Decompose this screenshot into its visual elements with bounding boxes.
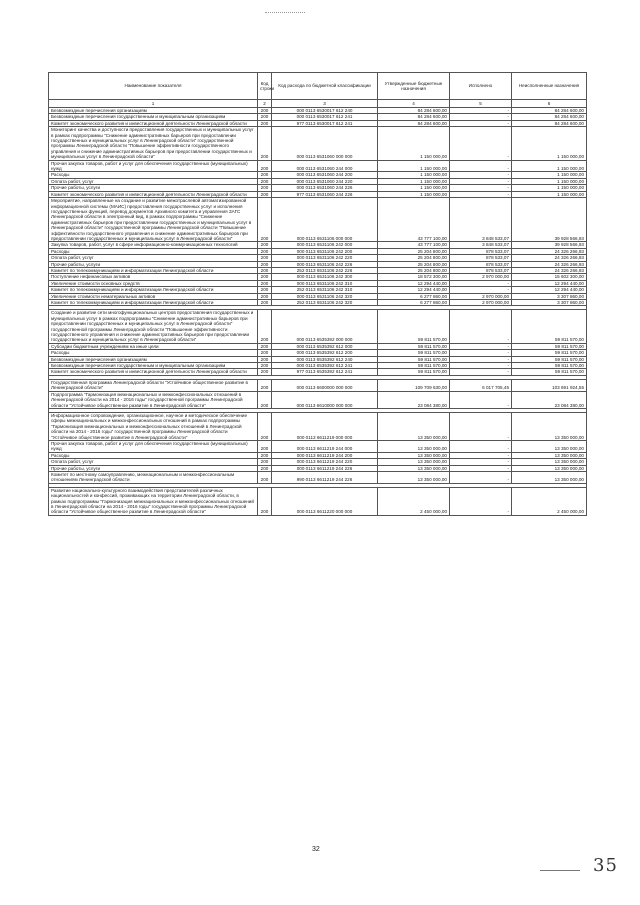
table-row <box>49 274 587 280</box>
row-budget-code: 000 0113 6531060 244 200 <box>272 172 378 178</box>
table-row <box>49 160 587 172</box>
row-approved: 59 811 570,00 <box>378 356 450 362</box>
row-approved: 13 350 000,00 <box>378 471 450 483</box>
row-approved: 13 350 000,00 <box>378 412 450 440</box>
row-approved: 12 294 440,00 <box>378 280 450 286</box>
row-budget-code: 000 0113 6610000 000 000 <box>272 391 378 408</box>
row-budget-code: 000 0113 6611219 000 000 <box>272 412 378 440</box>
row-remaining: 39 928 566,93 <box>512 198 587 242</box>
row-name: Расходы <box>49 452 258 458</box>
row-executed: 878 533,07 <box>450 248 512 254</box>
budget-execution-table <box>48 72 587 516</box>
row-line-code: 200 <box>258 178 272 184</box>
row-remaining: 84 284 600,00 <box>512 114 587 120</box>
row-remaining: 15 602 300,00 <box>512 274 587 280</box>
column-number-row <box>49 100 587 108</box>
row-line-code: 200 <box>258 198 272 242</box>
row-name: Комитет по местному самоуправлению, межнациональным и межконфессиональным отношениям Ленинградской области <box>49 471 258 483</box>
row-line-code: 200 <box>258 108 272 114</box>
table-row <box>49 310 587 343</box>
row-approved: 6 277 860,00 <box>378 293 450 299</box>
row-name: Закупка товаров, работ, услуг в сфере информационно-коммуникационных технологий <box>49 242 258 248</box>
row-budget-code: 000 0113 6531060 244 226 <box>272 185 378 191</box>
row-name: Безвозмездные перечисления государственным и муниципальным организациям <box>49 114 258 120</box>
row-approved: 43 777 100,00 <box>378 198 450 242</box>
row-executed: 3 848 533,07 <box>450 198 512 242</box>
row-approved: 1 150 000,00 <box>378 178 450 184</box>
row-approved: 59 811 570,00 <box>378 369 450 375</box>
row-remaining: 3 307 860,00 <box>512 300 587 306</box>
row-executed: - <box>450 350 512 356</box>
table-body <box>49 108 587 516</box>
row-line-code: 200 <box>258 459 272 465</box>
row-remaining: 59 811 570,00 <box>512 310 587 343</box>
row-executed: - <box>450 412 512 440</box>
row-line-code: 200 <box>258 452 272 458</box>
row-name: Прочие работы, услуги <box>49 465 258 471</box>
row-executed: - <box>450 120 512 126</box>
row-name: Безвозмездные перечисления организациям <box>49 356 258 362</box>
row-name: Комитет экономического развития и инвестиционной деятельности Ленинградской области <box>49 120 258 126</box>
row-budget-code: 252 0113 6531106 242 226 <box>272 267 378 273</box>
row-budget-code: 000 0113 6535392 612 241 <box>272 363 378 369</box>
column-number: 6 <box>512 100 587 108</box>
row-line-code: 200 <box>258 300 272 306</box>
header-executed: Исполнено <box>450 73 512 100</box>
row-name: Поступление нефинансовых активов <box>49 274 258 280</box>
row-approved: 12 294 440,00 <box>378 287 450 293</box>
row-line-code: 200 <box>258 185 272 191</box>
row-budget-code: 000 0113 6611219 244 220 <box>272 459 378 465</box>
row-approved: 13 350 000,00 <box>378 459 450 465</box>
table-row <box>49 412 587 440</box>
row-line-code: 200 <box>258 391 272 408</box>
row-line-code: 200 <box>258 160 272 172</box>
row-line-code: 200 <box>258 440 272 452</box>
row-line-code: 200 <box>258 287 272 293</box>
row-executed: - <box>450 172 512 178</box>
row-line-code: 200 <box>258 363 272 369</box>
row-name: Безвозмездные перечисления организациям <box>49 108 258 114</box>
row-approved: 109 709 630,00 <box>378 379 450 391</box>
row-budget-code: 000 0113 6531106 242 300 <box>272 274 378 280</box>
row-name: Оплата работ, услуг <box>49 255 258 261</box>
row-remaining: 3 307 860,00 <box>512 293 587 299</box>
row-budget-code: 000 0113 6535392 612 200 <box>272 350 378 356</box>
row-remaining: 1 150 000,00 <box>512 178 587 184</box>
row-approved: 1 150 000,00 <box>378 172 450 178</box>
row-name: Подпрограмма "Гармонизация межнациональных и межконфессиональных отношений в Ленинградской области на 2014 - 2016 годы" государственной программы Ленинградской области "Устойчивое общественное развитие в Ленинградской области" <box>49 391 258 408</box>
row-name: Государственная программа Ленинградской области "Устойчивое общественное развитие в Ленинградской области" <box>49 379 258 391</box>
row-remaining: 1 150 000,00 <box>512 160 587 172</box>
column-number: 1 <box>49 100 258 108</box>
row-approved: 84 284 600,00 <box>378 108 450 114</box>
row-budget-code: 000 0113 6531106 242 310 <box>272 280 378 286</box>
row-executed: - <box>450 391 512 408</box>
row-approved: 25 204 800,00 <box>378 261 450 267</box>
row-approved: 84 284 600,00 <box>378 120 450 126</box>
row-executed: - <box>450 440 512 452</box>
row-name: Комитет экономического развития и инвестиционной деятельности Ленинградской области <box>49 369 258 375</box>
row-executed: 878 533,07 <box>450 255 512 261</box>
row-remaining: 84 284 600,00 <box>512 120 587 126</box>
row-executed: - <box>450 487 512 515</box>
row-executed: - <box>450 369 512 375</box>
row-remaining: 1 150 000,00 <box>512 191 587 197</box>
row-remaining: 24 326 266,93 <box>512 261 587 267</box>
row-executed: 2 970 000,00 <box>450 274 512 280</box>
row-remaining: 59 811 570,00 <box>512 369 587 375</box>
row-executed: 3 848 533,07 <box>450 242 512 248</box>
row-executed: - <box>450 191 512 197</box>
row-name: Мероприятие, направленные на создание и развитие межотраслевой автоматизированной информационной системы (МАИС) предоставления государственных услуг и исполнения государственных функций, перевод документов Архивного комитета и управления ЗАГС Ленинградской области в электронный вид, в рамках подпрограммы "Снижение административных барьеров при предоставлении государственных и муниципальных услуг в Ленинградской области" государственной программы Ленинградской области "Повышение эффективности государственного управления и снижение административных барьеров при предоставлении государственных и муниципальных услуг в Ленинградской области" <box>49 198 258 242</box>
row-name: Оплата работ, услуг <box>49 178 258 184</box>
row-executed: - <box>450 114 512 120</box>
row-budget-code: 977 0113 6530017 612 241 <box>272 120 378 126</box>
row-budget-code: 000 0113 6535392 612 240 <box>272 356 378 362</box>
row-budget-code: 000 0113 6611220 000 000 <box>272 487 378 515</box>
row-budget-code: 252 0113 6531106 242 320 <box>272 300 378 306</box>
row-line-code: 200 <box>258 310 272 343</box>
row-approved: 59 811 570,00 <box>378 363 450 369</box>
row-approved: 1 150 000,00 <box>378 191 450 197</box>
row-executed: - <box>450 363 512 369</box>
row-line-code: 200 <box>258 350 272 356</box>
row-remaining: 1 150 000,00 <box>512 127 587 160</box>
row-line-code: 200 <box>258 412 272 440</box>
page-number: 32 <box>312 846 320 853</box>
row-remaining: 1 150 000,00 <box>512 185 587 191</box>
row-executed: - <box>450 343 512 349</box>
table-row <box>49 242 587 248</box>
table-header-row <box>49 73 587 100</box>
row-line-code: 200 <box>258 127 272 160</box>
row-name: Создание и развитие сети многофункциональных центров предоставления государственных и муниципальных услуг в рамках подпрограммы "Снижение административных барьеров при предоставлении государственных и муниципальных услуг в Ленинградской области" государственной программы Ленинградской области "Повышение эффективности государственного управления и снижение административных барьеров при предоставлении государственных и муниципальных услуг в Ленинградской области" <box>49 310 258 343</box>
row-budget-code: 000 0113 6600000 000 000 <box>272 379 378 391</box>
table-row <box>49 300 587 306</box>
row-approved: 25 204 800,00 <box>378 248 450 254</box>
row-executed: - <box>450 108 512 114</box>
row-remaining: 2 450 000,00 <box>512 487 587 515</box>
table-row <box>49 293 587 299</box>
row-executed: - <box>450 310 512 343</box>
row-executed: - <box>450 287 512 293</box>
table-row <box>49 198 587 242</box>
row-name: Оплата работ, услуг <box>49 459 258 465</box>
row-budget-code: 000 0113 6535392 000 000 <box>272 310 378 343</box>
row-executed: - <box>450 356 512 362</box>
row-name: Расходы <box>49 350 258 356</box>
row-name: Расходы <box>49 172 258 178</box>
header-approved: Утвержденные бюджетные назначения <box>378 73 450 100</box>
row-line-code: 200 <box>258 471 272 483</box>
row-executed: - <box>450 280 512 286</box>
row-name: Комитет экономического развития и инвестиционной деятельности Ленинградской области <box>49 191 258 197</box>
row-executed: - <box>450 459 512 465</box>
row-executed: - <box>450 185 512 191</box>
row-name: Развитие национально-культурного взаимодействия представителей различных национальностей и конфессий, проживающих на территории Ленинградской области, в рамках подпрограммы "Гармонизация межнациональных и межконфессиональных отношений в Ленинградской области на 2014 - 2016 годы" государственной программы Ленинградской области "Устойчивое общественное развитие в Ленинградской области" <box>49 487 258 515</box>
row-line-code: 200 <box>258 293 272 299</box>
row-name: Увеличение стоимости нематериальных активов <box>49 293 258 299</box>
row-budget-code: 000 0113 6531060 244 220 <box>272 178 378 184</box>
row-approved: 6 277 860,00 <box>378 300 450 306</box>
row-remaining: 84 284 600,00 <box>512 108 587 114</box>
row-executed: 2 970 000,00 <box>450 293 512 299</box>
row-executed: 878 533,07 <box>450 261 512 267</box>
row-remaining: 13 350 000,00 <box>512 459 587 465</box>
row-line-code: 200 <box>258 172 272 178</box>
row-executed: - <box>450 178 512 184</box>
row-remaining: 59 811 570,00 <box>512 363 587 369</box>
table-row <box>49 471 587 483</box>
row-name: Субсидии бюджетным учреждениям на иные цели <box>49 343 258 349</box>
row-remaining: 59 811 570,00 <box>512 343 587 349</box>
row-approved: 59 811 570,00 <box>378 343 450 349</box>
row-line-code: 200 <box>258 356 272 362</box>
row-name: Прочие работы, услуги <box>49 185 258 191</box>
column-number: 2 <box>258 100 272 108</box>
row-budget-code: 000 0113 6530017 612 241 <box>272 114 378 120</box>
row-line-code: 200 <box>258 280 272 286</box>
row-budget-code: 977 0113 6531060 244 226 <box>272 191 378 197</box>
column-number: 5 <box>450 100 512 108</box>
row-approved: 1 150 000,00 <box>378 160 450 172</box>
row-executed: - <box>450 452 512 458</box>
row-executed: 878 533,07 <box>450 267 512 273</box>
row-budget-code: 000 0113 6535392 612 000 <box>272 343 378 349</box>
row-remaining: 59 811 570,00 <box>512 350 587 356</box>
row-name: Комитет по телекоммуникациям и информатизации Ленинградской области <box>49 267 258 273</box>
row-budget-code: 000 0113 6611219 244 200 <box>272 452 378 458</box>
row-remaining: 1 150 000,00 <box>512 172 587 178</box>
table-row <box>49 440 587 452</box>
row-budget-code: 977 0113 6535392 612 241 <box>272 369 378 375</box>
row-name: Мониторинг качества и доступности предоставления государственных и муниципальных услуг в рамках подпрограммы "Снижение административных барьеров при предоставлении государственных и муниципальных услуг в Ленинградской области" государственной программы Ленинградской области "Повышение эффективности государственного управления и снижение административных барьеров при предоставлении государственных и муниципальных услуг в Ленинградской области" <box>49 127 258 160</box>
row-remaining: 24 326 266,93 <box>512 248 587 254</box>
row-line-code: 200 <box>258 255 272 261</box>
table-row <box>49 379 587 391</box>
row-budget-code: 252 0113 6531106 242 310 <box>272 287 378 293</box>
row-remaining: 12 294 440,00 <box>512 287 587 293</box>
row-approved: 59 811 570,00 <box>378 350 450 356</box>
row-approved: 13 350 000,00 <box>378 465 450 471</box>
row-line-code: 200 <box>258 274 272 280</box>
row-approved: 23 084 380,00 <box>378 391 450 408</box>
row-remaining: 59 811 570,00 <box>512 356 587 362</box>
header-name: Наименование показателя <box>49 73 258 100</box>
row-executed: - <box>450 127 512 160</box>
row-name: Безвозмездные перечисления государственным и муниципальным организациям <box>49 363 258 369</box>
row-approved: 1 150 000,00 <box>378 127 450 160</box>
corner-line <box>540 870 580 871</box>
row-approved: 43 777 100,00 <box>378 242 450 248</box>
row-budget-code: 990 0113 6611219 244 226 <box>272 471 378 483</box>
row-budget-code: 000 0113 6611219 244 226 <box>272 465 378 471</box>
row-budget-code: 000 0113 6531106 242 220 <box>272 255 378 261</box>
row-name: Расходы <box>49 248 258 254</box>
row-remaining: 13 350 000,00 <box>512 471 587 483</box>
row-remaining: 24 326 266,93 <box>512 255 587 261</box>
table-row <box>49 127 587 160</box>
row-remaining: 13 350 000,00 <box>512 452 587 458</box>
row-approved: 25 204 800,00 <box>378 255 450 261</box>
row-line-code: 200 <box>258 261 272 267</box>
row-remaining: 13 350 000,00 <box>512 412 587 440</box>
row-name: Информационное сопровождение, организационное, научное и методическое обеспечение сферы межнациональных и межконфессиональных отношений в рамках подпрограммы "Гармонизация межнациональных и межконфессиональных отношений в Ленинградской области на 2014 - 2016 годы" государственной программы Ленинградской области "Устойчивое общественное развитие в Ленинградской области" <box>49 412 258 440</box>
row-remaining: 24 326 266,93 <box>512 267 587 273</box>
row-budget-code: 000 0113 6531106 242 320 <box>272 293 378 299</box>
row-line-code: 200 <box>258 487 272 515</box>
table-row <box>49 267 587 273</box>
row-line-code: 200 <box>258 343 272 349</box>
row-approved: 2 450 000,00 <box>378 487 450 515</box>
row-approved: 84 284 600,00 <box>378 114 450 120</box>
row-line-code: 200 <box>258 267 272 273</box>
column-number: 3 <box>272 100 378 108</box>
row-budget-code: 000 0113 6531106 000 000 <box>272 198 378 242</box>
corner-stamp-number: 35 <box>593 855 618 876</box>
row-budget-code: 000 0113 6531060 000 000 <box>272 127 378 160</box>
header-line-code: Код строки <box>258 73 272 100</box>
row-line-code: 200 <box>258 191 272 197</box>
row-line-code: 200 <box>258 248 272 254</box>
row-executed: - <box>450 465 512 471</box>
row-remaining: 23 084 380,00 <box>512 391 587 408</box>
row-line-code: 200 <box>258 114 272 120</box>
table-row <box>49 487 587 515</box>
row-approved: 25 204 800,00 <box>378 267 450 273</box>
row-budget-code: 000 0113 6531106 242 226 <box>272 261 378 267</box>
row-executed: 6 017 705,45 <box>450 379 512 391</box>
row-approved: 18 572 300,00 <box>378 274 450 280</box>
row-name: Прочая закупка товаров, работ и услуг для обеспечения государственных (муниципальных) нужд <box>49 160 258 172</box>
row-budget-code: 000 0113 6530017 612 240 <box>272 108 378 114</box>
row-executed: - <box>450 160 512 172</box>
header-budget-code: Код расхода по бюджетной классификации <box>272 73 378 100</box>
row-budget-code: 000 0113 6531060 244 000 <box>272 160 378 172</box>
row-approved: 13 350 000,00 <box>378 440 450 452</box>
row-budget-code: 000 0113 6531106 242 000 <box>272 242 378 248</box>
row-line-code: 200 <box>258 379 272 391</box>
row-line-code: 200 <box>258 242 272 248</box>
row-line-code: 200 <box>258 120 272 126</box>
row-name: Прочая закупка товаров, работ и услуг для обеспечения государственных (муниципальных) нужд <box>49 440 258 452</box>
row-name: Комитет по телекоммуникациям и информатизации Ленинградской области <box>49 287 258 293</box>
row-approved: 13 350 000,00 <box>378 452 450 458</box>
row-budget-code: 000 0113 6611219 244 000 <box>272 440 378 452</box>
row-remaining: 103 691 924,55 <box>512 379 587 391</box>
row-executed: - <box>450 471 512 483</box>
row-executed: 2 970 000,00 <box>450 300 512 306</box>
column-number: 4 <box>378 100 450 108</box>
row-name: Прочие работы, услуги <box>49 261 258 267</box>
row-name: Увеличение стоимости основных средств <box>49 280 258 286</box>
row-remaining: 13 350 000,00 <box>512 440 587 452</box>
row-name: Комитет по телекоммуникациям и информатизации Ленинградской области <box>49 300 258 306</box>
row-approved: 59 811 570,00 <box>378 310 450 343</box>
row-remaining: 12 294 440,00 <box>512 280 587 286</box>
row-line-code: 200 <box>258 369 272 375</box>
row-remaining: 39 928 566,93 <box>512 242 587 248</box>
header-remaining: Неисполненные назначения <box>512 73 587 100</box>
scan-mark <box>265 12 305 15</box>
row-line-code: 200 <box>258 465 272 471</box>
row-approved: 1 150 000,00 <box>378 185 450 191</box>
row-remaining: 13 350 000,00 <box>512 465 587 471</box>
table-row <box>49 391 587 408</box>
row-budget-code: 000 0113 6531106 242 200 <box>272 248 378 254</box>
